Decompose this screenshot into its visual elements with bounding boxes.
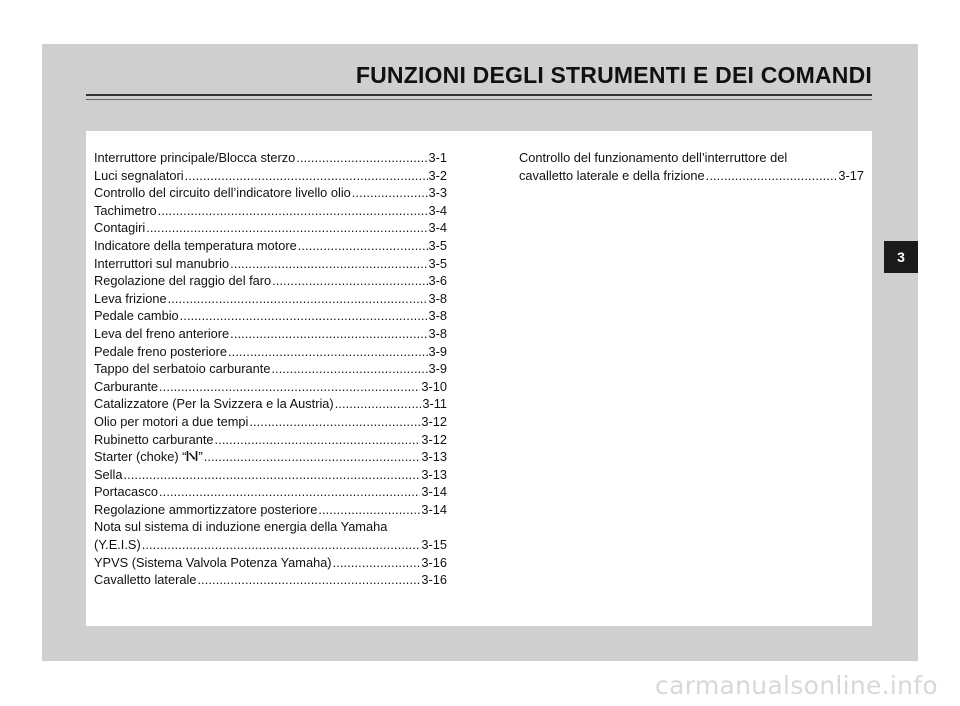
toc-entry[interactable]: Interruttore principale/Blocca sterzo ..... 3-1 (94, 149, 447, 167)
choke-icon (186, 449, 198, 461)
toc-entry[interactable]: Tappo del serbatoio carburante ..... 3-9 (94, 360, 447, 378)
toc-right-column (519, 149, 864, 184)
toc-entry[interactable]: Catalizzatore (Per la Svizzera e la Austria) ..... 3-11 (94, 395, 447, 413)
toc-entry-switch[interactable]: cavalletto laterale e della frizione ..... 3-17 (519, 167, 864, 185)
toc-entry[interactable]: Contagiri ..... 3-4 (94, 219, 447, 237)
toc-entry[interactable]: Regolazione del raggio del faro ..... 3-6 (94, 272, 447, 290)
toc-entry-yeis[interactable]: (Y.E.I.S) ..... 3-15 (94, 536, 447, 554)
toc-entry[interactable]: Leva del freno anteriore ..... 3-8 (94, 325, 447, 343)
title-rule-thin (86, 99, 872, 100)
toc-entry[interactable]: Rubinetto carburante ..... 3-12 (94, 431, 447, 449)
toc-entry-starter[interactable]: Starter (choke) “ ” ..... 3-13 (94, 448, 447, 466)
toc-left-column (94, 149, 447, 589)
toc-entry-switch-line1[interactable]: Controllo del funzionamento dell’interruttore del (519, 150, 788, 165)
toc-entry[interactable]: Pedale cambio ..... 3-8 (94, 307, 447, 325)
toc-entry[interactable]: Controllo del circuito dell’indicatore livello olio ..... 3-3 (94, 184, 447, 202)
toc-entry[interactable]: Indicatore della temperatura motore ..... 3-5 (94, 237, 447, 255)
toc-entry[interactable]: Tachimetro ..... 3-4 (94, 202, 447, 220)
toc-entry[interactable]: YPVS (Sistema Valvola Potenza Yamaha) ..... 3-16 (94, 554, 447, 572)
toc-entry[interactable]: Portacasco ..... 3-14 (94, 483, 447, 501)
toc-entry[interactable]: Cavalletto laterale ..... 3-16 (94, 571, 447, 589)
toc-entry[interactable]: Luci segnalatori ..... 3-2 (94, 167, 447, 185)
watermark: carmanualsonline.info (655, 671, 938, 700)
title-rule (86, 94, 872, 96)
chapter-tab: 3 (884, 241, 918, 273)
toc-entry-yeis-line1[interactable]: Nota sul sistema di induzione energia della Yamaha (94, 519, 388, 535)
toc-entry[interactable]: Leva frizione ..... 3-8 (94, 290, 447, 308)
toc-panel (86, 131, 872, 626)
toc-entry[interactable]: Regolazione ammortizzatore posteriore ..... 3-14 (94, 501, 447, 519)
page-title: FUNZIONI DEGLI STRUMENTI E DEI COMANDI (355, 62, 872, 88)
toc-entry[interactable]: Carburante ..... 3-10 (94, 378, 447, 396)
toc-entry[interactable]: Sella ..... 3-13 (94, 466, 447, 484)
toc-entry[interactable]: Interruttori sul manubrio ..... 3-5 (94, 255, 447, 273)
toc-entry[interactable]: Pedale freno posteriore ..... 3-9 (94, 343, 447, 361)
toc-entry[interactable]: Olio per motori a due tempi ..... 3-12 (94, 413, 447, 431)
manual-page (42, 44, 918, 661)
